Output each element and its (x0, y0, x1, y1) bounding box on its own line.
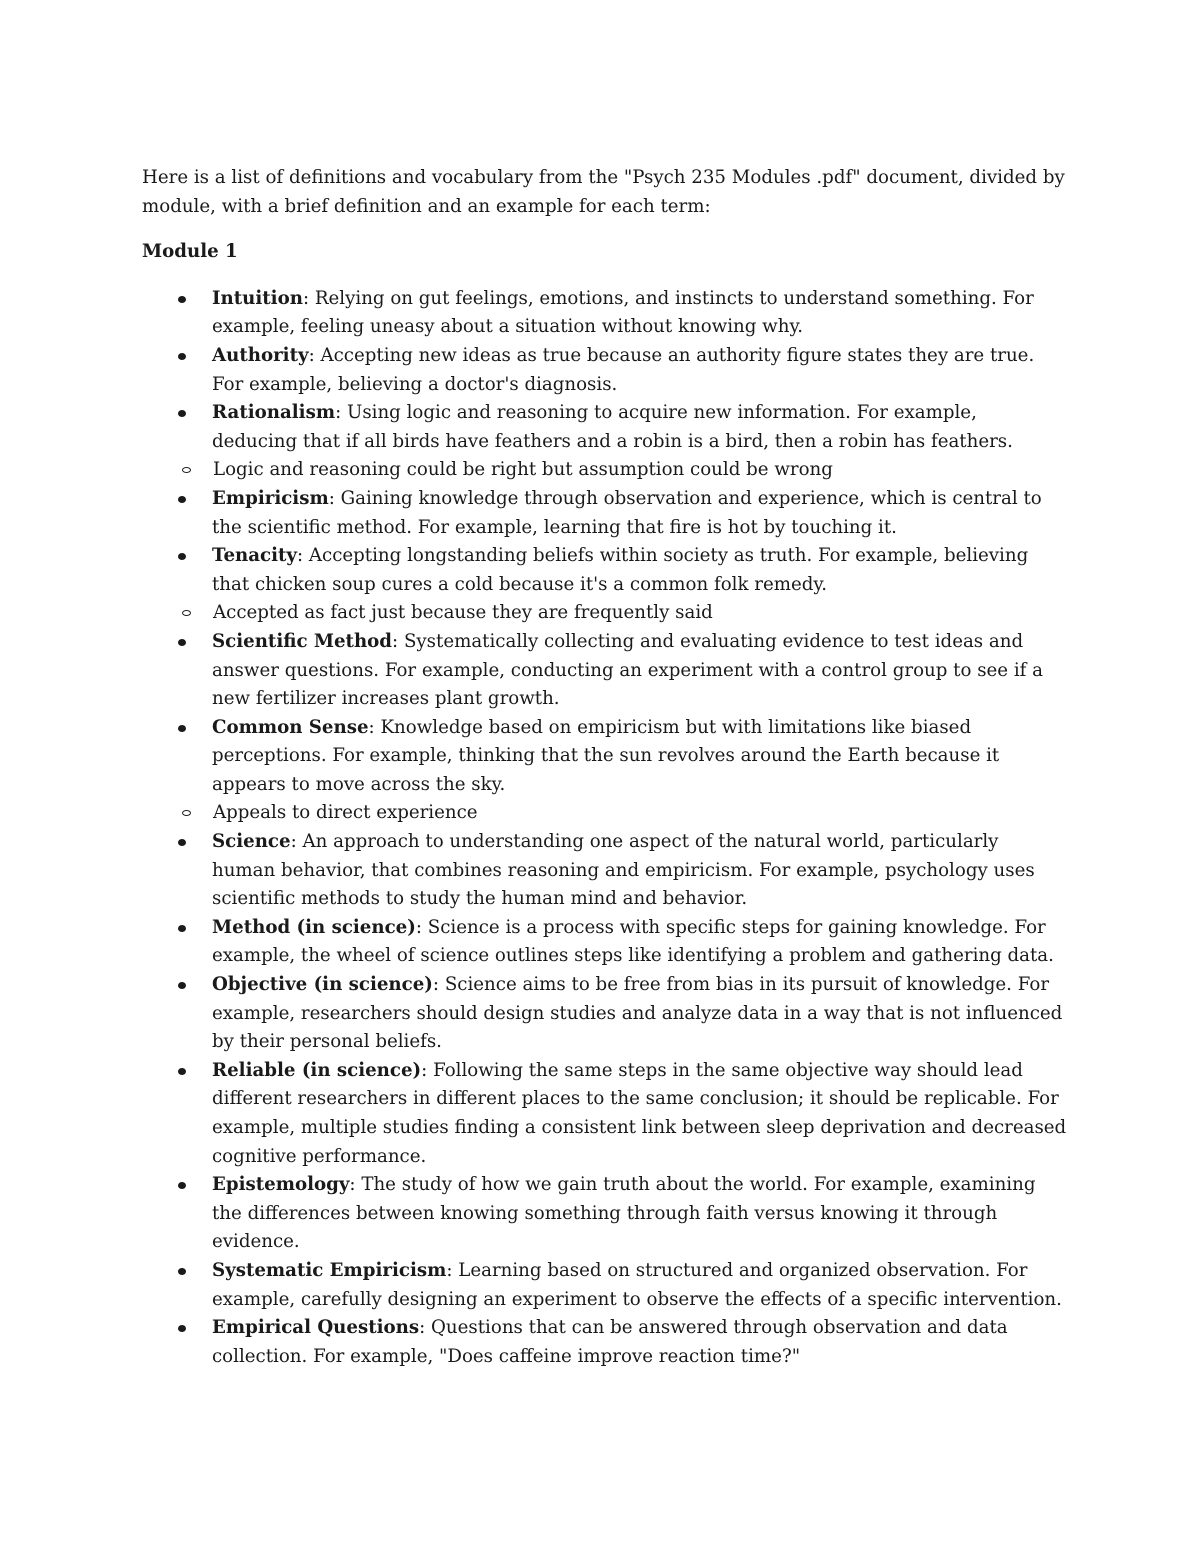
term-label: Method (in science) (212, 916, 416, 938)
term-item (142, 485, 1067, 542)
term-definition: : Using logic and reasoning to acquire new information. For example, deducing that if all birds have feathers and a robin is a bird, then a robin has feathers. (212, 402, 1013, 452)
sub-list-item (142, 799, 1067, 828)
term-list (142, 285, 1067, 1372)
term-definition: : Following the same steps in the same objective way should lead different researchers in different places to the same conclusion; it should be replicable. For example, multiple studies finding a consistent link between sleep deprivation and decreased cognitive performance. (212, 1059, 1067, 1167)
term-definition: : Learning based on structured and organized observation. For example, carefully designing an experiment to observe the effects of a specific intervention. (212, 1259, 1062, 1310)
term-definition: : The study of how we gain truth about the world. For example, examining the differences between knowing something through faith versus knowing it through evidence. (212, 1174, 1036, 1253)
term-item (142, 914, 1067, 971)
term-label: Empiricism (212, 487, 329, 509)
term-item (142, 542, 1067, 599)
bullet-icon (178, 982, 186, 989)
term-label: Empirical Questions (212, 1317, 420, 1339)
hollow-circle-icon (182, 810, 191, 816)
term-item (142, 1171, 1067, 1257)
term-item (142, 1057, 1067, 1171)
sub-list-wrapper (142, 456, 1067, 485)
term-label: Objective (in science) (212, 974, 433, 996)
term-item (142, 628, 1067, 714)
term-item (142, 399, 1067, 456)
sub-list (142, 799, 1067, 828)
bullet-icon (178, 925, 186, 932)
sub-list (142, 456, 1067, 485)
hollow-circle-icon (182, 610, 191, 616)
term-definition: : Relying on gut feelings, emotions, and instincts to understand something. For example, feeling uneasy about a situation without knowing why. (212, 287, 1034, 338)
term-label: Scientific Method (212, 630, 393, 652)
bullet-icon (178, 839, 186, 846)
term-label: Common Sense (212, 716, 369, 738)
term-definition: : Systematically collecting and evaluating evidence to test ideas and answer questions. For example, conducting an experiment with a control group to see if a new fertilizer increases plant growth. (212, 630, 1044, 710)
term-definition: : Accepting new ideas as true because an authority figure states they are true. For example, believing a doctor's diagnosis. (212, 344, 1035, 395)
bullet-icon (178, 725, 186, 732)
term-item (142, 1314, 1067, 1371)
term-item (142, 828, 1067, 914)
term-item (142, 342, 1067, 399)
sub-item-text: Appeals to direct experience (213, 802, 478, 824)
term-definition: : Science is a process with specific steps for gaining knowledge. For example, the wheel of science outlines steps like identifying a problem and gathering data. (212, 916, 1054, 967)
term-item (142, 714, 1067, 800)
term-definition: : Accepting longstanding beliefs within society as truth. For example, believing that chicken soup cures a cold because it's a common folk remedy. (212, 545, 1029, 595)
bullet-icon (178, 639, 186, 646)
term-item (142, 285, 1067, 342)
term-definition: : Gaining knowledge through observation and experience, which is central to the scientific method. For example, learning that fire is hot by touching it. (212, 487, 1042, 538)
term-definition: : Questions that can be answered through observation and data collection. For example, "Does caffeine improve reaction time?" (212, 1317, 1008, 1367)
bullet-icon (178, 1068, 186, 1075)
term-label: Rationalism (212, 402, 336, 424)
sub-list-wrapper (142, 799, 1067, 828)
bullet-icon (178, 553, 186, 560)
bullet-icon (178, 1182, 186, 1189)
bullet-icon (178, 353, 186, 360)
bullet-icon (178, 296, 186, 303)
term-label: Tenacity (212, 545, 297, 567)
bullet-icon (178, 496, 186, 503)
sub-list-wrapper (142, 599, 1067, 628)
term-definition: : An approach to understanding one aspect of the natural world, particularly human behavior, that combines reasoning and empiricism. For example, psychology uses scientific methods to study the human mind and behavior. (212, 831, 1035, 910)
hollow-circle-icon (182, 467, 191, 473)
term-definition: : Science aims to be free from bias in its pursuit of knowledge. For example, researchers should design studies and analyze data in a way that is not influenced by their personal beliefs. (212, 974, 1063, 1053)
sub-list-item (142, 456, 1067, 485)
term-label: Systematic Empiricism (212, 1259, 447, 1281)
sub-item-text: Accepted as fact just because they are frequently said (213, 602, 713, 624)
term-label: Science (212, 831, 291, 853)
module-heading: Module 1 (142, 241, 238, 263)
term-definition: : Knowledge based on empiricism but with limitations like biased perceptions. For example, thinking that the sun revolves around the Earth because it appears to move across the sky. (212, 716, 1000, 795)
term-item (142, 1257, 1067, 1314)
term-label: Epistemology (212, 1174, 350, 1196)
sub-list-item (142, 599, 1067, 628)
bullet-icon (178, 1268, 186, 1275)
term-label: Intuition (212, 287, 303, 309)
bullet-icon (178, 1325, 186, 1332)
bullet-icon (178, 410, 186, 417)
sub-item-text: Logic and reasoning could be right but assumption could be wrong (213, 459, 833, 481)
term-label: Reliable (in science) (212, 1059, 422, 1081)
term-label: Authority (212, 344, 309, 366)
intro-paragraph: Here is a list of definitions and vocabulary from the "Psych 235 Modules .pdf" document, divided by module, with a brief definition and an example for each term: (142, 167, 1065, 217)
sub-list (142, 599, 1067, 628)
term-item (142, 971, 1067, 1057)
document-content (142, 164, 1067, 1371)
